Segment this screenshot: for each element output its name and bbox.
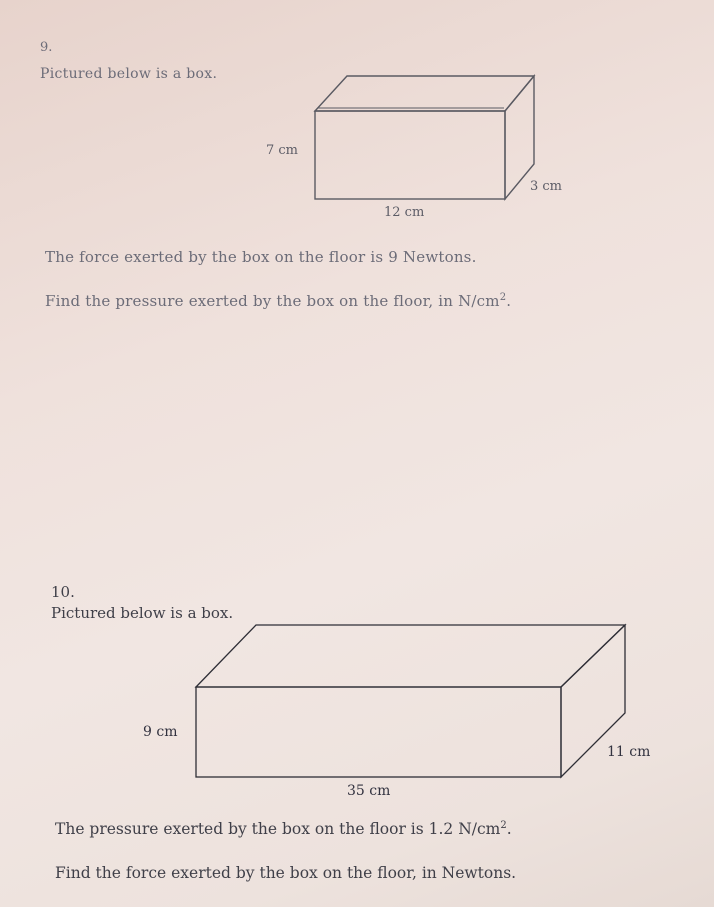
question-9-given: The force exerted by the box on the floor is 9 Newtons. <box>45 248 477 266</box>
box-9-height-label: 7 cm <box>266 143 299 158</box>
question-9-task-text: Find the pressure exerted by the box on the floor, in N/cm <box>45 292 500 310</box>
question-10-number: 10. <box>51 583 75 601</box>
question-9-intro: Pictured below is a box. <box>40 66 218 82</box>
box-9-depth-label: 3 cm <box>530 179 563 194</box>
question-10-intro: Pictured below is a box. <box>51 604 234 622</box>
box-10-depth-label: 11 cm <box>607 744 651 760</box>
question-10-given <box>55 820 512 838</box>
question-10-task: Find the force exerted by the box on the floor, in Newtons. <box>55 864 517 882</box>
question-9-task-exponent: 2 <box>499 292 507 303</box>
box-10-front-face <box>196 687 561 777</box>
box-9-length-label: 12 cm <box>384 205 425 220</box>
question-9-number: 9. <box>40 40 53 55</box>
question-9-task-end: . <box>506 292 512 310</box>
box-10-height-label: 9 cm <box>143 724 178 740</box>
box-10-length-label: 35 cm <box>347 783 391 799</box>
box-10-top-face <box>196 625 625 687</box>
question-10-given-text: The pressure exerted by the box on the floor is 1.2 N/cm <box>55 820 501 839</box>
question-10-given-exponent: 2 <box>500 820 507 831</box>
question-10-given-end: . <box>506 820 512 839</box>
